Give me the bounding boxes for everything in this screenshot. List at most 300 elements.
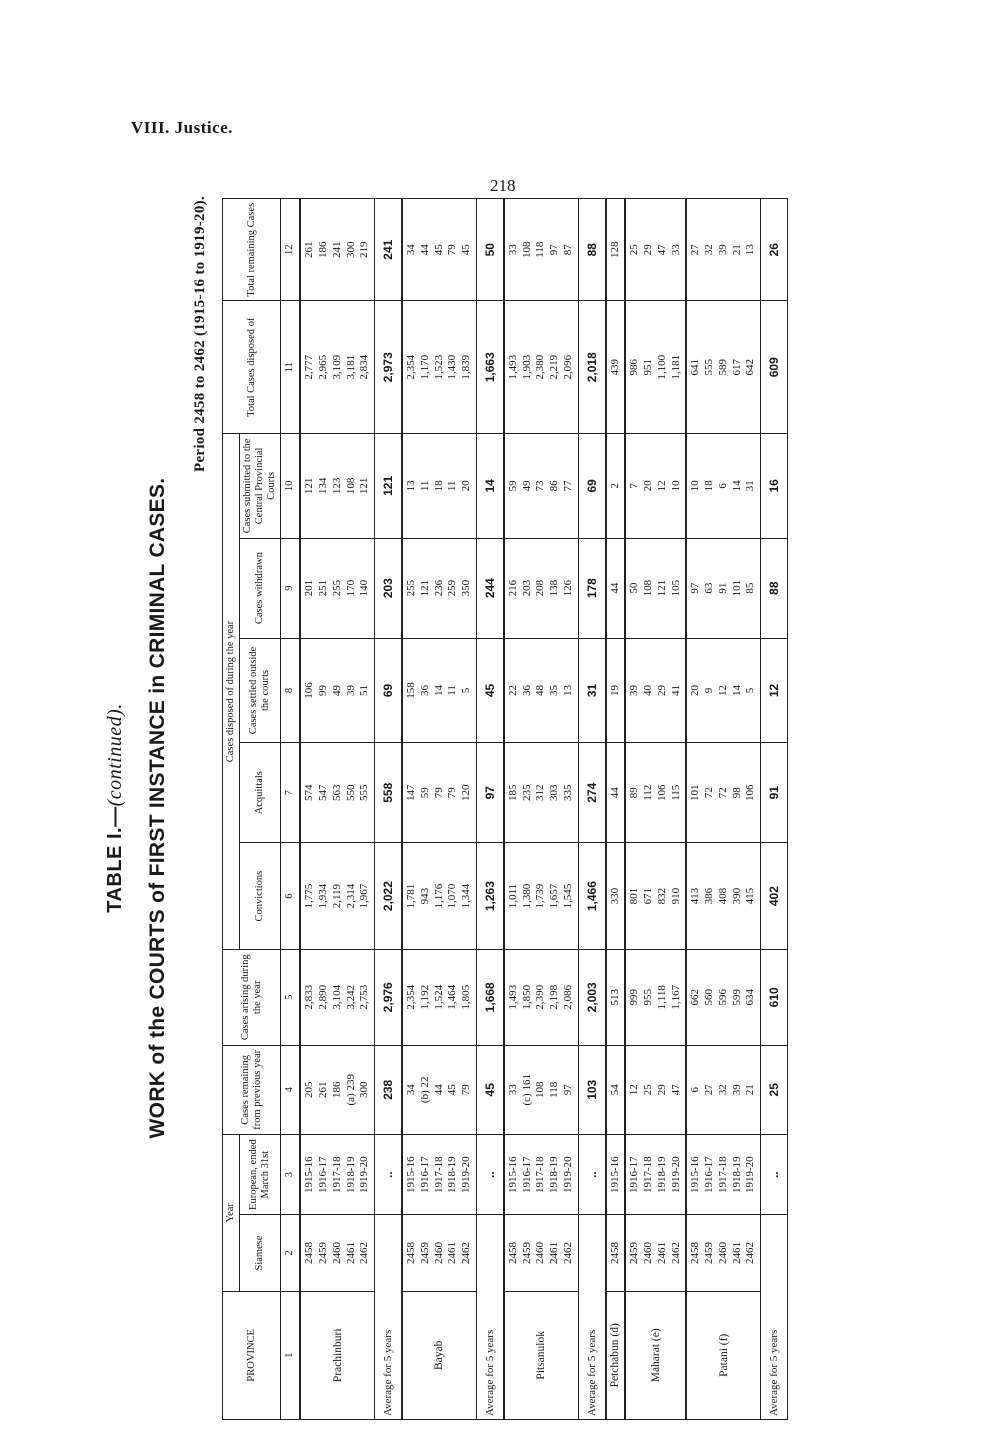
settled-values xyxy=(625,638,686,742)
cell-value: 513 xyxy=(608,989,621,1006)
table-row xyxy=(402,199,476,1420)
withdrawn-values xyxy=(300,538,374,638)
cell-value: 87 xyxy=(561,244,574,256)
withdrawn-values xyxy=(606,538,626,638)
cell-value: 32 xyxy=(703,244,716,256)
cell-value: 596 xyxy=(716,989,729,1006)
siamese-years xyxy=(625,1215,686,1291)
cell-value: 1,839 xyxy=(460,354,473,380)
table-label: TABLE I.—(continued). xyxy=(104,703,126,913)
cell-value: 2,380 xyxy=(534,354,547,380)
cell-value: 1,170 xyxy=(418,354,431,380)
acquittals-values xyxy=(606,743,626,843)
withdrawn-values xyxy=(686,538,760,638)
arising-values xyxy=(504,949,578,1045)
column-number: 4 xyxy=(281,1045,301,1134)
cell-value: 112 xyxy=(642,784,655,801)
cell-value: 118 xyxy=(548,1081,561,1098)
header-siamese: Siamese xyxy=(240,1215,281,1291)
cell-value: 1916-17 xyxy=(628,1156,641,1193)
siamese-years xyxy=(606,1215,626,1291)
cell-value: 1917-18 xyxy=(330,1156,343,1193)
cell-value: 2461 xyxy=(548,1242,561,1265)
cell-value: 29 xyxy=(655,1084,668,1096)
withdrawn-values xyxy=(504,538,578,638)
cell-value: 2459 xyxy=(520,1242,533,1265)
cell-value: (b) 22 xyxy=(418,1076,431,1104)
cell-value: 108 xyxy=(642,579,655,597)
cell-value: 44 xyxy=(418,244,431,256)
cell-value: 547 xyxy=(317,784,330,801)
cell-value: 14 xyxy=(730,684,743,696)
cell-value: 13 xyxy=(405,480,418,492)
average-row xyxy=(578,199,606,1420)
cell-value: 1916-17 xyxy=(520,1156,533,1193)
cell-value: 2,086 xyxy=(561,984,574,1010)
average-value: .. xyxy=(578,1134,606,1215)
cell-value: 27 xyxy=(703,1084,716,1096)
total-remaining-values xyxy=(300,199,374,301)
cell-value: 50 xyxy=(628,582,641,594)
cell-value: 13 xyxy=(561,684,574,696)
cell-value: 1,850 xyxy=(520,984,533,1010)
total-disposed-values xyxy=(300,301,374,434)
cell-value: 589 xyxy=(716,359,729,376)
settled-values xyxy=(300,638,374,742)
convictions-values xyxy=(300,843,374,950)
cell-value: 943 xyxy=(418,887,431,905)
siamese-years xyxy=(686,1215,760,1291)
province-group xyxy=(504,199,606,1420)
cell-value: 1918-19 xyxy=(344,1156,357,1193)
european-years xyxy=(300,1134,374,1215)
cell-value: 2462 xyxy=(460,1242,473,1265)
header-remaining-prev: Cases remaining from previous year xyxy=(223,1045,281,1134)
cell-value: 203 xyxy=(520,579,533,597)
cell-value: 1,524 xyxy=(432,984,445,1010)
cell-value: 2460 xyxy=(716,1242,729,1265)
cell-value: 11 xyxy=(446,685,459,696)
cell-value: 2458 xyxy=(303,1242,316,1265)
average-label: Average for 5 years xyxy=(578,1215,606,1420)
withdrawn-values xyxy=(402,538,476,638)
average-value: 274 xyxy=(578,743,606,843)
arising-values xyxy=(686,949,760,1045)
cell-value: 951 xyxy=(642,359,655,376)
cell-value: 1,430 xyxy=(446,354,459,380)
cell-value: 219 xyxy=(358,241,371,258)
cell-value: 2,096 xyxy=(561,354,574,380)
cell-value: 106 xyxy=(744,784,757,801)
cell-value: 1,344 xyxy=(460,883,473,909)
cell-value: 18 xyxy=(432,480,445,492)
average-value: 2,018 xyxy=(578,301,606,434)
remaining-prev-values xyxy=(402,1045,476,1134)
cell-value: 86 xyxy=(548,480,561,492)
cell-value: 1915-16 xyxy=(303,1156,316,1193)
column-number: 5 xyxy=(281,949,301,1045)
cell-value: 1918-19 xyxy=(446,1156,459,1193)
header-acquittals: Acquittals xyxy=(240,743,281,843)
cell-value: 36 xyxy=(418,684,431,696)
cell-value: 44 xyxy=(608,787,621,799)
cell-value: 312 xyxy=(534,784,547,801)
cell-value: 49 xyxy=(520,480,533,492)
cell-value: 2,753 xyxy=(358,984,371,1010)
cell-value: 10 xyxy=(669,480,682,492)
remaining-prev-values xyxy=(625,1045,686,1134)
cell-value: 41 xyxy=(669,684,682,696)
cell-value: 563 xyxy=(330,784,343,801)
cell-value: 303 xyxy=(548,784,561,801)
cell-value: 101 xyxy=(730,579,743,597)
cell-value: 72 xyxy=(716,787,729,799)
cell-value: 3,181 xyxy=(344,354,357,380)
column-number: 9 xyxy=(281,538,301,638)
cell-value: 121 xyxy=(358,477,371,495)
submitted-values xyxy=(686,434,760,538)
european-years xyxy=(402,1134,476,1215)
cell-value: 14 xyxy=(432,684,445,696)
cell-value: 1,192 xyxy=(418,984,431,1010)
cell-value: 6 xyxy=(689,1087,702,1093)
cell-value: 108 xyxy=(344,477,357,495)
cell-value: 101 xyxy=(689,784,702,801)
cell-value: 2,219 xyxy=(548,354,561,380)
average-value: 241 xyxy=(375,199,403,301)
cell-value: 79 xyxy=(446,244,459,256)
cell-value: 1917-18 xyxy=(642,1156,655,1193)
cell-value: 35 xyxy=(548,684,561,696)
cell-value: 33 xyxy=(506,1084,519,1096)
province-group xyxy=(686,199,787,1420)
cell-value: 1,167 xyxy=(669,984,682,1010)
cell-value: 1919-20 xyxy=(358,1156,371,1193)
cell-value: 3,242 xyxy=(344,984,357,1010)
arising-values xyxy=(606,949,626,1045)
column-number: 6 xyxy=(281,843,301,950)
cell-value: 186 xyxy=(317,241,330,258)
cell-value: 45 xyxy=(432,244,445,256)
siamese-years xyxy=(300,1215,374,1291)
cell-value: 235 xyxy=(520,784,533,801)
column-number: 12 xyxy=(281,199,301,301)
acquittals-values xyxy=(504,743,578,843)
header-total-remaining: Total remaining Cases xyxy=(223,199,281,301)
cell-value: 33 xyxy=(669,244,682,256)
cell-value: 98 xyxy=(730,787,743,799)
cell-value: 14 xyxy=(730,480,743,492)
average-value: 178 xyxy=(578,538,606,638)
cell-value: 1919-20 xyxy=(460,1156,473,1193)
header-province: PROVINCE xyxy=(223,1291,281,1419)
cell-value: 574 xyxy=(303,784,316,801)
cell-value: 1919-20 xyxy=(561,1156,574,1193)
province-group xyxy=(606,199,626,1420)
header-withdrawn: Cases withdrawn xyxy=(240,538,281,638)
table-label-text: TABLE I. xyxy=(104,826,126,913)
cell-value: 300 xyxy=(358,1081,371,1099)
cell-value: 106 xyxy=(655,784,668,801)
average-value: 609 xyxy=(761,301,788,434)
cell-value: 201 xyxy=(303,579,316,597)
table-title: WORK of the COURTS of FIRST INSTANCE in CRIMINAL CASES. xyxy=(146,477,169,1139)
cell-value: 13 xyxy=(744,244,757,256)
cell-value: 634 xyxy=(744,989,757,1006)
cell-value: 1917-18 xyxy=(432,1156,445,1193)
cell-value: 2458 xyxy=(506,1242,519,1265)
cell-value: 106 xyxy=(303,682,316,699)
cell-value: 7 xyxy=(628,483,641,489)
cell-value: 1,739 xyxy=(534,883,547,909)
cell-value: 555 xyxy=(703,359,716,376)
settled-values xyxy=(402,638,476,742)
convictions-values xyxy=(686,843,760,950)
table-row xyxy=(300,199,374,1420)
cell-value: 2,198 xyxy=(548,984,561,1010)
cell-value: 2458 xyxy=(405,1242,418,1265)
column-number: 10 xyxy=(281,434,301,538)
total-remaining-values xyxy=(504,199,578,301)
average-value: 97 xyxy=(476,743,504,843)
cell-value: 1917-18 xyxy=(716,1156,729,1193)
cell-value: 138 xyxy=(548,579,561,597)
average-value: 2,973 xyxy=(375,301,403,434)
cell-value: 1,934 xyxy=(317,883,330,909)
average-value: 31 xyxy=(578,638,606,742)
cell-value: 986 xyxy=(628,359,641,376)
cell-value: 29 xyxy=(655,684,668,696)
average-value: 50 xyxy=(476,199,504,301)
cell-value: 31 xyxy=(744,480,757,492)
average-value: 244 xyxy=(476,538,504,638)
cell-value: 19 xyxy=(608,684,621,696)
cell-value: 208 xyxy=(534,579,547,597)
cell-value: 2458 xyxy=(608,1242,621,1265)
header-european: European, ended March 31st xyxy=(240,1134,281,1215)
cell-value: 2460 xyxy=(534,1242,547,1265)
province-name: Pitsanulok xyxy=(504,1291,578,1419)
average-value: 402 xyxy=(761,843,788,950)
column-number-row xyxy=(281,199,301,1420)
average-value: 1,263 xyxy=(476,843,504,950)
total-remaining-values xyxy=(625,199,686,301)
total-disposed-values xyxy=(402,301,476,434)
province-name: Petchabun (d) xyxy=(606,1291,626,1419)
total-remaining-values xyxy=(402,199,476,301)
arising-values xyxy=(402,949,476,1045)
cell-value: 54 xyxy=(608,1084,621,1096)
average-value: 88 xyxy=(578,199,606,301)
cell-value: 105 xyxy=(669,579,682,597)
cell-value: 1,380 xyxy=(520,883,533,909)
cell-value: 2461 xyxy=(655,1242,668,1265)
cell-value: 1,775 xyxy=(303,883,316,909)
cell-value: 118 xyxy=(534,241,547,258)
cell-value: 2459 xyxy=(418,1242,431,1265)
settled-values xyxy=(686,638,760,742)
cell-value: 415 xyxy=(744,887,757,905)
arising-values xyxy=(300,949,374,1045)
cell-value: 9 xyxy=(703,687,716,694)
cell-value: 662 xyxy=(689,989,702,1006)
table-row xyxy=(504,199,578,1420)
column-number: 1 xyxy=(281,1291,301,1419)
acquittals-values xyxy=(402,743,476,843)
cell-value: 1,070 xyxy=(446,883,459,909)
cell-value: 18 xyxy=(703,480,716,492)
average-value: 69 xyxy=(578,434,606,538)
remaining-prev-values xyxy=(686,1045,760,1134)
cell-value: 599 xyxy=(730,989,743,1006)
cell-value: 1915-16 xyxy=(689,1156,702,1193)
cell-value: 999 xyxy=(628,989,641,1006)
remaining-prev-values xyxy=(300,1045,374,1134)
cell-value: 44 xyxy=(608,582,621,594)
average-value: 121 xyxy=(375,434,403,538)
average-value: 558 xyxy=(375,743,403,843)
average-value: 1,466 xyxy=(578,843,606,950)
cell-value: 185 xyxy=(506,784,519,801)
cell-value: 21 xyxy=(744,1084,757,1096)
submitted-values xyxy=(504,434,578,538)
cell-value: 261 xyxy=(303,241,316,258)
cell-value: 121 xyxy=(655,579,668,597)
average-value: .. xyxy=(761,1134,788,1215)
cell-value: 2,965 xyxy=(317,354,330,380)
average-value: 1,663 xyxy=(476,301,504,434)
cell-value: 641 xyxy=(689,359,702,376)
cell-value: 555 xyxy=(358,784,371,801)
table-row xyxy=(606,199,626,1420)
cell-value: 1,657 xyxy=(548,883,561,909)
total-disposed-values xyxy=(686,301,760,434)
cell-value: 910 xyxy=(669,887,682,905)
cell-value: 34 xyxy=(405,1084,418,1096)
column-number: 7 xyxy=(281,743,301,843)
province-group xyxy=(300,199,402,1420)
average-value: 12 xyxy=(761,638,788,742)
cell-value: 39 xyxy=(628,684,641,696)
average-value: 2,022 xyxy=(375,843,403,950)
cell-value: 85 xyxy=(744,582,757,594)
acquittals-values xyxy=(625,743,686,843)
submitted-values xyxy=(606,434,626,538)
cell-value: 126 xyxy=(561,579,574,597)
average-value: 14 xyxy=(476,434,504,538)
cell-value: 79 xyxy=(446,787,459,799)
withdrawn-values xyxy=(625,538,686,638)
cell-value: 39 xyxy=(344,684,357,696)
section-heading: VIII. Justice. xyxy=(131,118,233,137)
cell-value: 120 xyxy=(460,784,473,801)
cell-value: 1918-19 xyxy=(548,1156,561,1193)
cell-value: 2462 xyxy=(358,1242,371,1265)
convictions-values xyxy=(606,843,626,950)
cell-value: 2460 xyxy=(330,1242,343,1265)
cell-value: 2461 xyxy=(344,1242,357,1265)
cell-value: 1917-18 xyxy=(534,1156,547,1193)
cell-value: 49 xyxy=(330,684,343,696)
average-label: Average for 5 years xyxy=(761,1215,788,1420)
convictions-values xyxy=(625,843,686,950)
cell-value: (a) 239 xyxy=(344,1074,357,1106)
criminal-cases-table xyxy=(222,198,788,1420)
european-years xyxy=(625,1134,686,1215)
average-value: 26 xyxy=(761,199,788,301)
cell-value: 1,118 xyxy=(655,985,668,1010)
cell-value: 2462 xyxy=(744,1242,757,1265)
cell-value: 439 xyxy=(608,359,621,376)
province-group xyxy=(625,199,686,1420)
cell-value: 1915-16 xyxy=(506,1156,519,1193)
cell-value: 12 xyxy=(628,1084,641,1096)
cell-value: 216 xyxy=(506,579,519,597)
cell-value: 300 xyxy=(344,241,357,258)
cell-value: 2461 xyxy=(730,1242,743,1265)
cell-value: 12 xyxy=(716,684,729,696)
cell-value: 72 xyxy=(703,787,716,799)
remaining-prev-values xyxy=(504,1045,578,1134)
cell-value: 47 xyxy=(669,1084,682,1096)
average-value: 16 xyxy=(761,434,788,538)
cell-value: 22 xyxy=(506,684,519,696)
cell-value: 108 xyxy=(520,241,533,258)
cell-value: 128 xyxy=(608,241,621,258)
cell-value: 330 xyxy=(608,887,621,905)
cell-value: 2459 xyxy=(703,1242,716,1265)
cell-value: 73 xyxy=(534,480,547,492)
cell-value: 1,523 xyxy=(432,354,445,380)
cell-value: 801 xyxy=(628,887,641,905)
average-value: 69 xyxy=(375,638,403,742)
total-remaining-values xyxy=(686,199,760,301)
submitted-values xyxy=(300,434,374,538)
total-disposed-values xyxy=(625,301,686,434)
average-value: 1,668 xyxy=(476,949,504,1045)
submitted-values xyxy=(625,434,686,538)
cell-value: 108 xyxy=(534,1081,547,1099)
cell-value: 91 xyxy=(716,582,729,594)
cell-value: 21 xyxy=(730,244,743,256)
cell-value: 33 xyxy=(506,244,519,256)
table-row xyxy=(686,199,760,1420)
cell-value: 261 xyxy=(317,1081,330,1099)
cell-value: 39 xyxy=(716,244,729,256)
siamese-years xyxy=(504,1215,578,1291)
cell-value: 335 xyxy=(561,784,574,801)
cell-value: 3,109 xyxy=(330,354,343,380)
cell-value: 1,181 xyxy=(669,354,682,380)
cell-value: 1,176 xyxy=(432,883,445,909)
cell-value: 1,493 xyxy=(506,984,519,1010)
cell-value: 34 xyxy=(405,244,418,256)
cell-value: 413 xyxy=(689,887,702,905)
cell-value: 2,777 xyxy=(303,354,316,380)
cell-value: 2459 xyxy=(628,1242,641,1265)
convictions-values xyxy=(504,843,578,950)
average-label: Average for 5 years xyxy=(476,1215,504,1420)
cell-value: 5 xyxy=(744,687,757,694)
cell-value: 79 xyxy=(432,787,445,799)
cell-value: 79 xyxy=(460,1084,473,1096)
average-value: .. xyxy=(476,1134,504,1215)
cell-value: 251 xyxy=(317,579,330,597)
cell-value: 1,464 xyxy=(446,984,459,1010)
cell-value: 1915-16 xyxy=(405,1156,418,1193)
cell-value: 115 xyxy=(669,784,682,801)
rotated-table-block xyxy=(100,188,960,1428)
